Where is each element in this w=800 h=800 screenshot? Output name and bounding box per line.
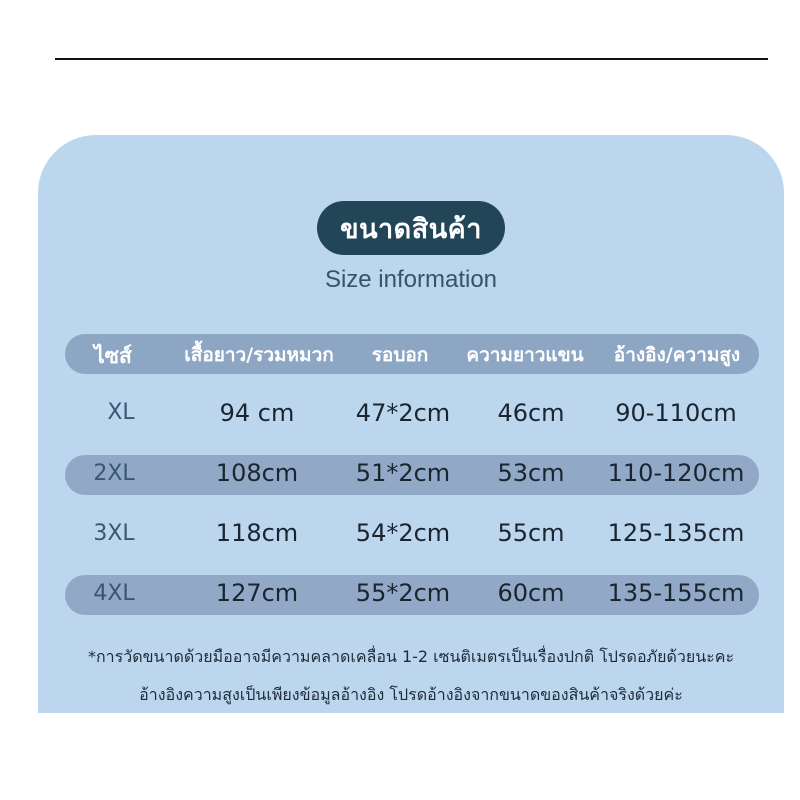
table-row-xl-height: 90-110cm bbox=[615, 399, 737, 427]
table-row-3xl-size: 3XL bbox=[93, 521, 135, 546]
page-title: ขนาดสินค้า bbox=[317, 201, 505, 255]
table-row-4xl-length: 127cm bbox=[215, 579, 299, 607]
table-row-3xl-length: 118cm bbox=[215, 519, 299, 547]
table-row-3xl-height: 125-135cm bbox=[607, 519, 745, 547]
table-row-xl-length: 94 cm bbox=[219, 399, 295, 427]
table-row-xl-size: XL bbox=[107, 400, 135, 425]
table-row-3xl-chest: 54*2cm bbox=[355, 519, 451, 547]
header-height: อ้างอิง/ความสูง bbox=[613, 344, 741, 366]
table-row-4xl-chest: 55*2cm bbox=[355, 579, 451, 607]
table-row-3xl-sleeve: 55cm bbox=[497, 519, 565, 547]
top-divider bbox=[55, 58, 768, 60]
table-row-2xl-chest: 51*2cm bbox=[355, 459, 451, 487]
table-row-2xl-height: 110-120cm bbox=[607, 459, 745, 487]
header-chest: รอบอก bbox=[371, 344, 429, 366]
header-length: เสื้อยาว/รวมหมวก bbox=[184, 344, 334, 366]
table-row-4xl-size: 4XL bbox=[93, 581, 135, 606]
page-subtitle: Size information bbox=[324, 266, 498, 293]
table-row-4xl-height: 135-155cm bbox=[607, 579, 745, 607]
measurement-note: *การวัดขนาดด้วยมืออาจมีความคลาดเคลื่อน 1-2 เซนติเมตรเป็นเรื่องปกติ โปรดอภัยด้วยนะคะ bbox=[87, 647, 735, 666]
table-row-2xl-size: 2XL bbox=[93, 461, 135, 486]
header-size: ไซส์ bbox=[94, 344, 132, 368]
table-row-xl-chest: 47*2cm bbox=[355, 399, 451, 427]
table-row-2xl-length: 108cm bbox=[215, 459, 299, 487]
header-sleeve: ความยาวแขน bbox=[466, 344, 584, 366]
table-row-2xl-sleeve: 53cm bbox=[497, 459, 565, 487]
height-reference-note: อ้างอิงความสูงเป็นเพียงข้อมูลอ้างอิง โปรดอ้างอิงจากขนาดของสินค้าจริงด้วยค่ะ bbox=[139, 685, 683, 704]
table-row-4xl-sleeve: 60cm bbox=[497, 579, 565, 607]
table-row-xl-sleeve: 46cm bbox=[497, 399, 565, 427]
